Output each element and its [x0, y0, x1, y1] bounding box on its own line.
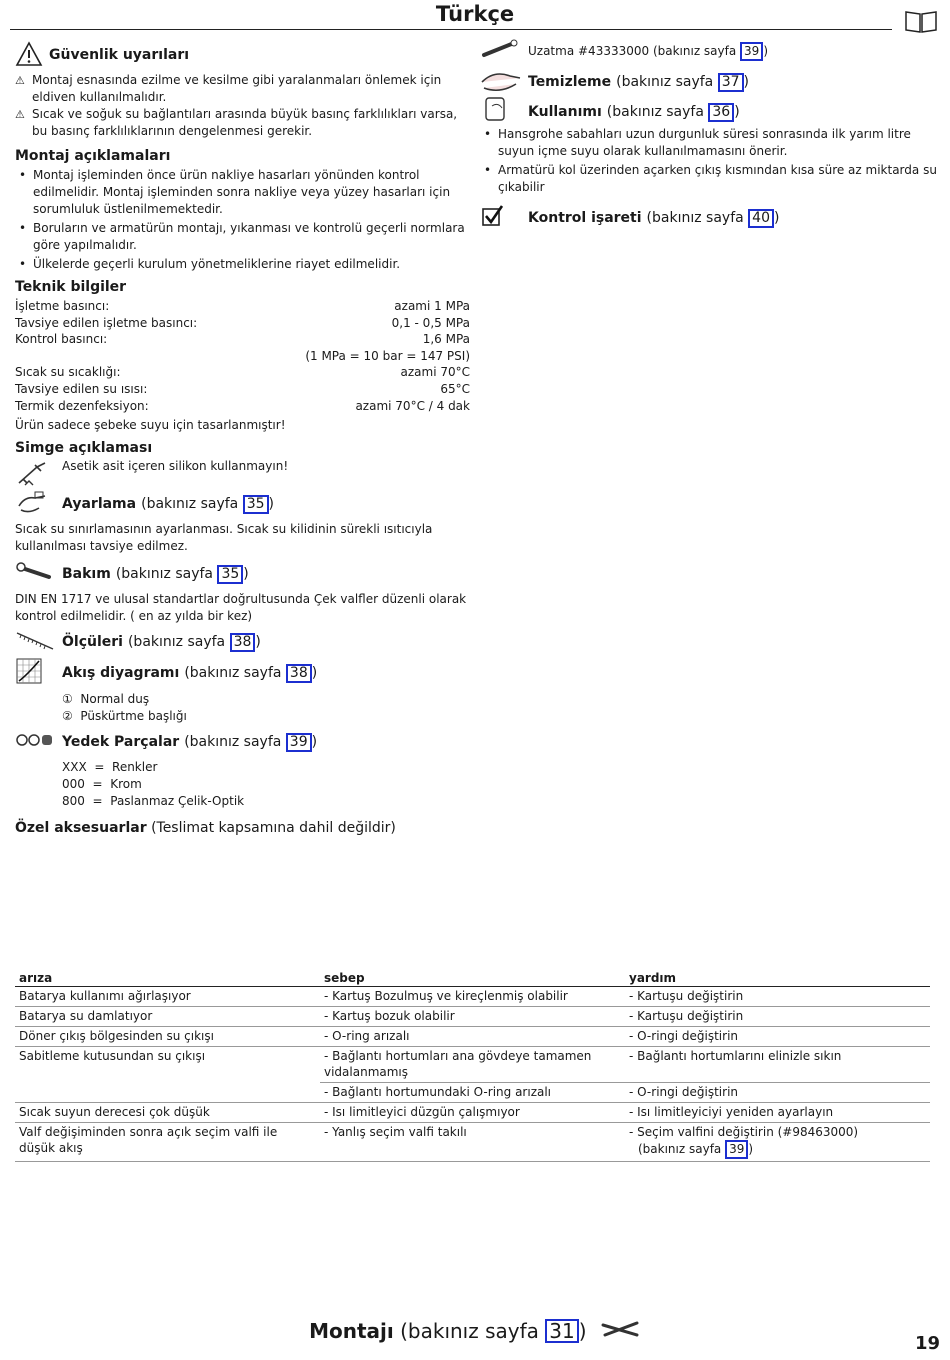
- troubleshooting-table: [15, 970, 930, 1162]
- page-number: 19: [914, 1333, 940, 1354]
- page-link[interactable]: 39: [286, 733, 312, 752]
- page-link[interactable]: 31: [545, 1319, 578, 1343]
- list-item: • Montaj işleminden önce ürün nakliye hasarları yönünden kontrol edilmelidir. Montaj işleminden sonra nakliye veya yüzey hasarları için sorumluluk üstlenilmemektedir.: [15, 167, 470, 218]
- accessories-heading: Özel aksesuarlar (Teslimat kapsamına dahil değildir): [15, 820, 396, 837]
- bakim-text: DIN EN 1717 ve ulusal standartlar doğrultusunda Çek valfler düzenli olarak kontrol edilmelidir. ( en az yılda bir kez): [15, 592, 467, 624]
- column-header: sebep: [320, 970, 625, 987]
- flow-diagram-icon: [15, 657, 62, 689]
- table-row: - Bağlantı hortumundaki O-ring arızalı - O-ringi değiştirin: [15, 1083, 930, 1103]
- page-link[interactable]: 38: [286, 664, 312, 683]
- list-item: • Armatürü kol üzerinden açarken çıkış kısmından kısa süre az miktarda su çıkabilir: [480, 162, 940, 196]
- table-row: Sıcak suyun derecesi çok düşük - Isı limitleyici düzgün çalışmıyor - Isı limitleyiciyi yeniden ayarlayın: [15, 1103, 930, 1123]
- montage-list: [15, 167, 470, 273]
- tech-title: Teknik bilgiler: [15, 279, 127, 295]
- flow-legend: [15, 691, 470, 725]
- warning-icon: [15, 41, 43, 70]
- silicone-text: Asetik asit içeren silikon kullanmayın!: [62, 459, 289, 474]
- page-link[interactable]: 39: [725, 1140, 748, 1159]
- spec-row: Tavsiye edilen su ısısı: 65°C: [15, 381, 470, 396]
- tools-icon: [601, 1319, 641, 1346]
- table-row: Döner çıkış bölgesinden su çıkışı - O-ring arızalı - O-ringi değiştirin: [15, 1027, 930, 1047]
- yedek-heading: Yedek Parçalar (bakınız sayfa 39 ): [15, 727, 470, 757]
- kontrol-heading: Kontrol işareti (bakınız sayfa 40 ): [480, 202, 940, 234]
- montage-title: Montaj açıklamaları: [15, 148, 171, 164]
- ruler-icon: [15, 627, 62, 657]
- page-link[interactable]: 40: [748, 209, 774, 228]
- spare-parts-icon: [15, 729, 62, 755]
- spec-row: Kontrol basıncı: 1,6 MPa: [15, 332, 470, 347]
- left-column: [15, 40, 470, 836]
- list-item: • Boruların ve armatürün montajı, yıkanması ve kontrolü geçerli normlara göre yapılmalıdır.: [15, 220, 470, 254]
- adjust-hand-icon: [15, 488, 62, 520]
- ayarlama-heading: Ayarlama (bakınız sayfa 35 ): [15, 489, 470, 519]
- usage-list: [480, 126, 940, 196]
- page-link[interactable]: 37: [718, 73, 744, 92]
- kullanim-heading: Kullanımı (bakınız sayfa 36 ): [480, 98, 940, 126]
- table-row: Batarya kullanımı ağırlaşıyor - Kartuş Bozulmuş ve kireçlenmiş olabilir - Kartuşu değiştirin: [15, 987, 930, 1007]
- olculer-heading: Ölçüleri (bakınız sayfa 38 ): [15, 627, 470, 657]
- page-link[interactable]: 39: [740, 42, 763, 61]
- silicone-row: [15, 459, 470, 489]
- ayarlama-text: Sıcak su sınırlamasının ayarlanması. Sıcak su kilidinin sürekli ısıtıcıyla kullanılması tavsiye edilmez.: [15, 522, 433, 554]
- safety-item: ⚠ Montaj esnasında ezilme ve kesilme gibi yaralanmaları önlemek için eldiven kullanılmalıdır.: [15, 73, 442, 104]
- code-list: [15, 759, 470, 810]
- list-item: • Hansgrohe sabahları uzun durgunluk süresi sonrasında ilk yarım litre suyun içme suyu olarak kullanılmamasını önerir.: [480, 126, 940, 160]
- right-column: [480, 40, 940, 234]
- table-row: Valf değişiminden sonra açık seçim valfi ile düşük akış - Yanlış seçim valfi takılı - Seçim valfini değiştirin (#98463000) (bakınız sayfa 39 ): [15, 1123, 930, 1162]
- small-warning-icon: ⚠: [15, 74, 25, 87]
- book-icon: [904, 8, 938, 37]
- table-row: Batarya su damlatıyor - Kartuş bozuk olabilir - Kartuşu değiştirin: [15, 1007, 930, 1027]
- footer-heading: Montajı (bakınız sayfa 31 ): [0, 1319, 950, 1346]
- temizleme-heading: Temizleme (bakınız sayfa 37 ): [480, 66, 940, 98]
- spec-row: Tavsiye edilen işletme basıncı: 0,1 - 0,5 MPa: [15, 315, 470, 330]
- spec-row: İşletme basıncı: azami 1 MPa: [15, 299, 470, 313]
- wrench-icon: [15, 561, 62, 587]
- column-header: arıza: [15, 970, 320, 987]
- checkmark-icon: [480, 204, 528, 232]
- spec-row: (1 MPa = 10 bar = 147 PSI): [305, 348, 470, 363]
- page-link[interactable]: 35: [217, 565, 243, 584]
- safety-item: ⚠ Sıcak ve soğuk su bağlantıları arasında büyük basınç farklılıkları varsa, bu basınç farklılıklarının dengelenmesi gerekir.: [15, 107, 458, 138]
- small-warning-icon: ⚠: [15, 108, 25, 121]
- safety-title: Güvenlik uyarıları: [49, 47, 190, 63]
- table-row: Sabitleme kutusundan su çıkışı - Bağlantı hortumları ana gövdeye tamamen vidalanmamış - Bağlantı hortumlarını elinizle sıkın: [15, 1047, 930, 1083]
- page-link[interactable]: 35: [243, 495, 269, 514]
- safety-heading: [15, 40, 470, 70]
- cleaning-hand-icon: [480, 66, 528, 98]
- extension-wrench-icon: [480, 39, 528, 64]
- akis-heading: Akış diyagramı (bakınız sayfa 38 ): [15, 657, 470, 689]
- legend-item: ① Normal duş: [62, 692, 150, 707]
- code-item: 000 = Krom: [62, 777, 142, 792]
- page-link[interactable]: 36: [708, 103, 734, 122]
- symbols-title: Simge açıklaması: [15, 440, 153, 457]
- spec-row: Sıcak su sıcaklığı: azami 70°C: [15, 365, 470, 380]
- title-rule: [10, 29, 892, 30]
- column-header: yardım: [625, 970, 930, 987]
- list-item: • Ülkelerde geçerli kurulum yönetmeliklerine riayet edilmelidir.: [15, 256, 470, 273]
- legend-item: ② Püskürtme başlığı: [62, 709, 187, 724]
- page-link[interactable]: 38: [230, 633, 256, 652]
- page-title: Türkçe: [435, 2, 515, 26]
- tech-note: Ürün sadece şebeke suyu için tasarlanmıştır!: [15, 418, 286, 433]
- bakim-heading: Bakım (bakınız sayfa 35 ): [15, 559, 470, 589]
- code-item: 800 = Paslanmaz Çelik-Optik: [62, 794, 245, 809]
- code-item: XXX = Renkler: [62, 760, 158, 775]
- uzatma-row: Uzatma #43333000 (bakınız sayfa 39 ): [480, 40, 940, 62]
- tech-specs: [15, 298, 470, 414]
- spec-row: Termik dezenfeksiyon: azami 70°C / 4 dak: [15, 398, 470, 413]
- usage-hand-icon: [480, 96, 528, 128]
